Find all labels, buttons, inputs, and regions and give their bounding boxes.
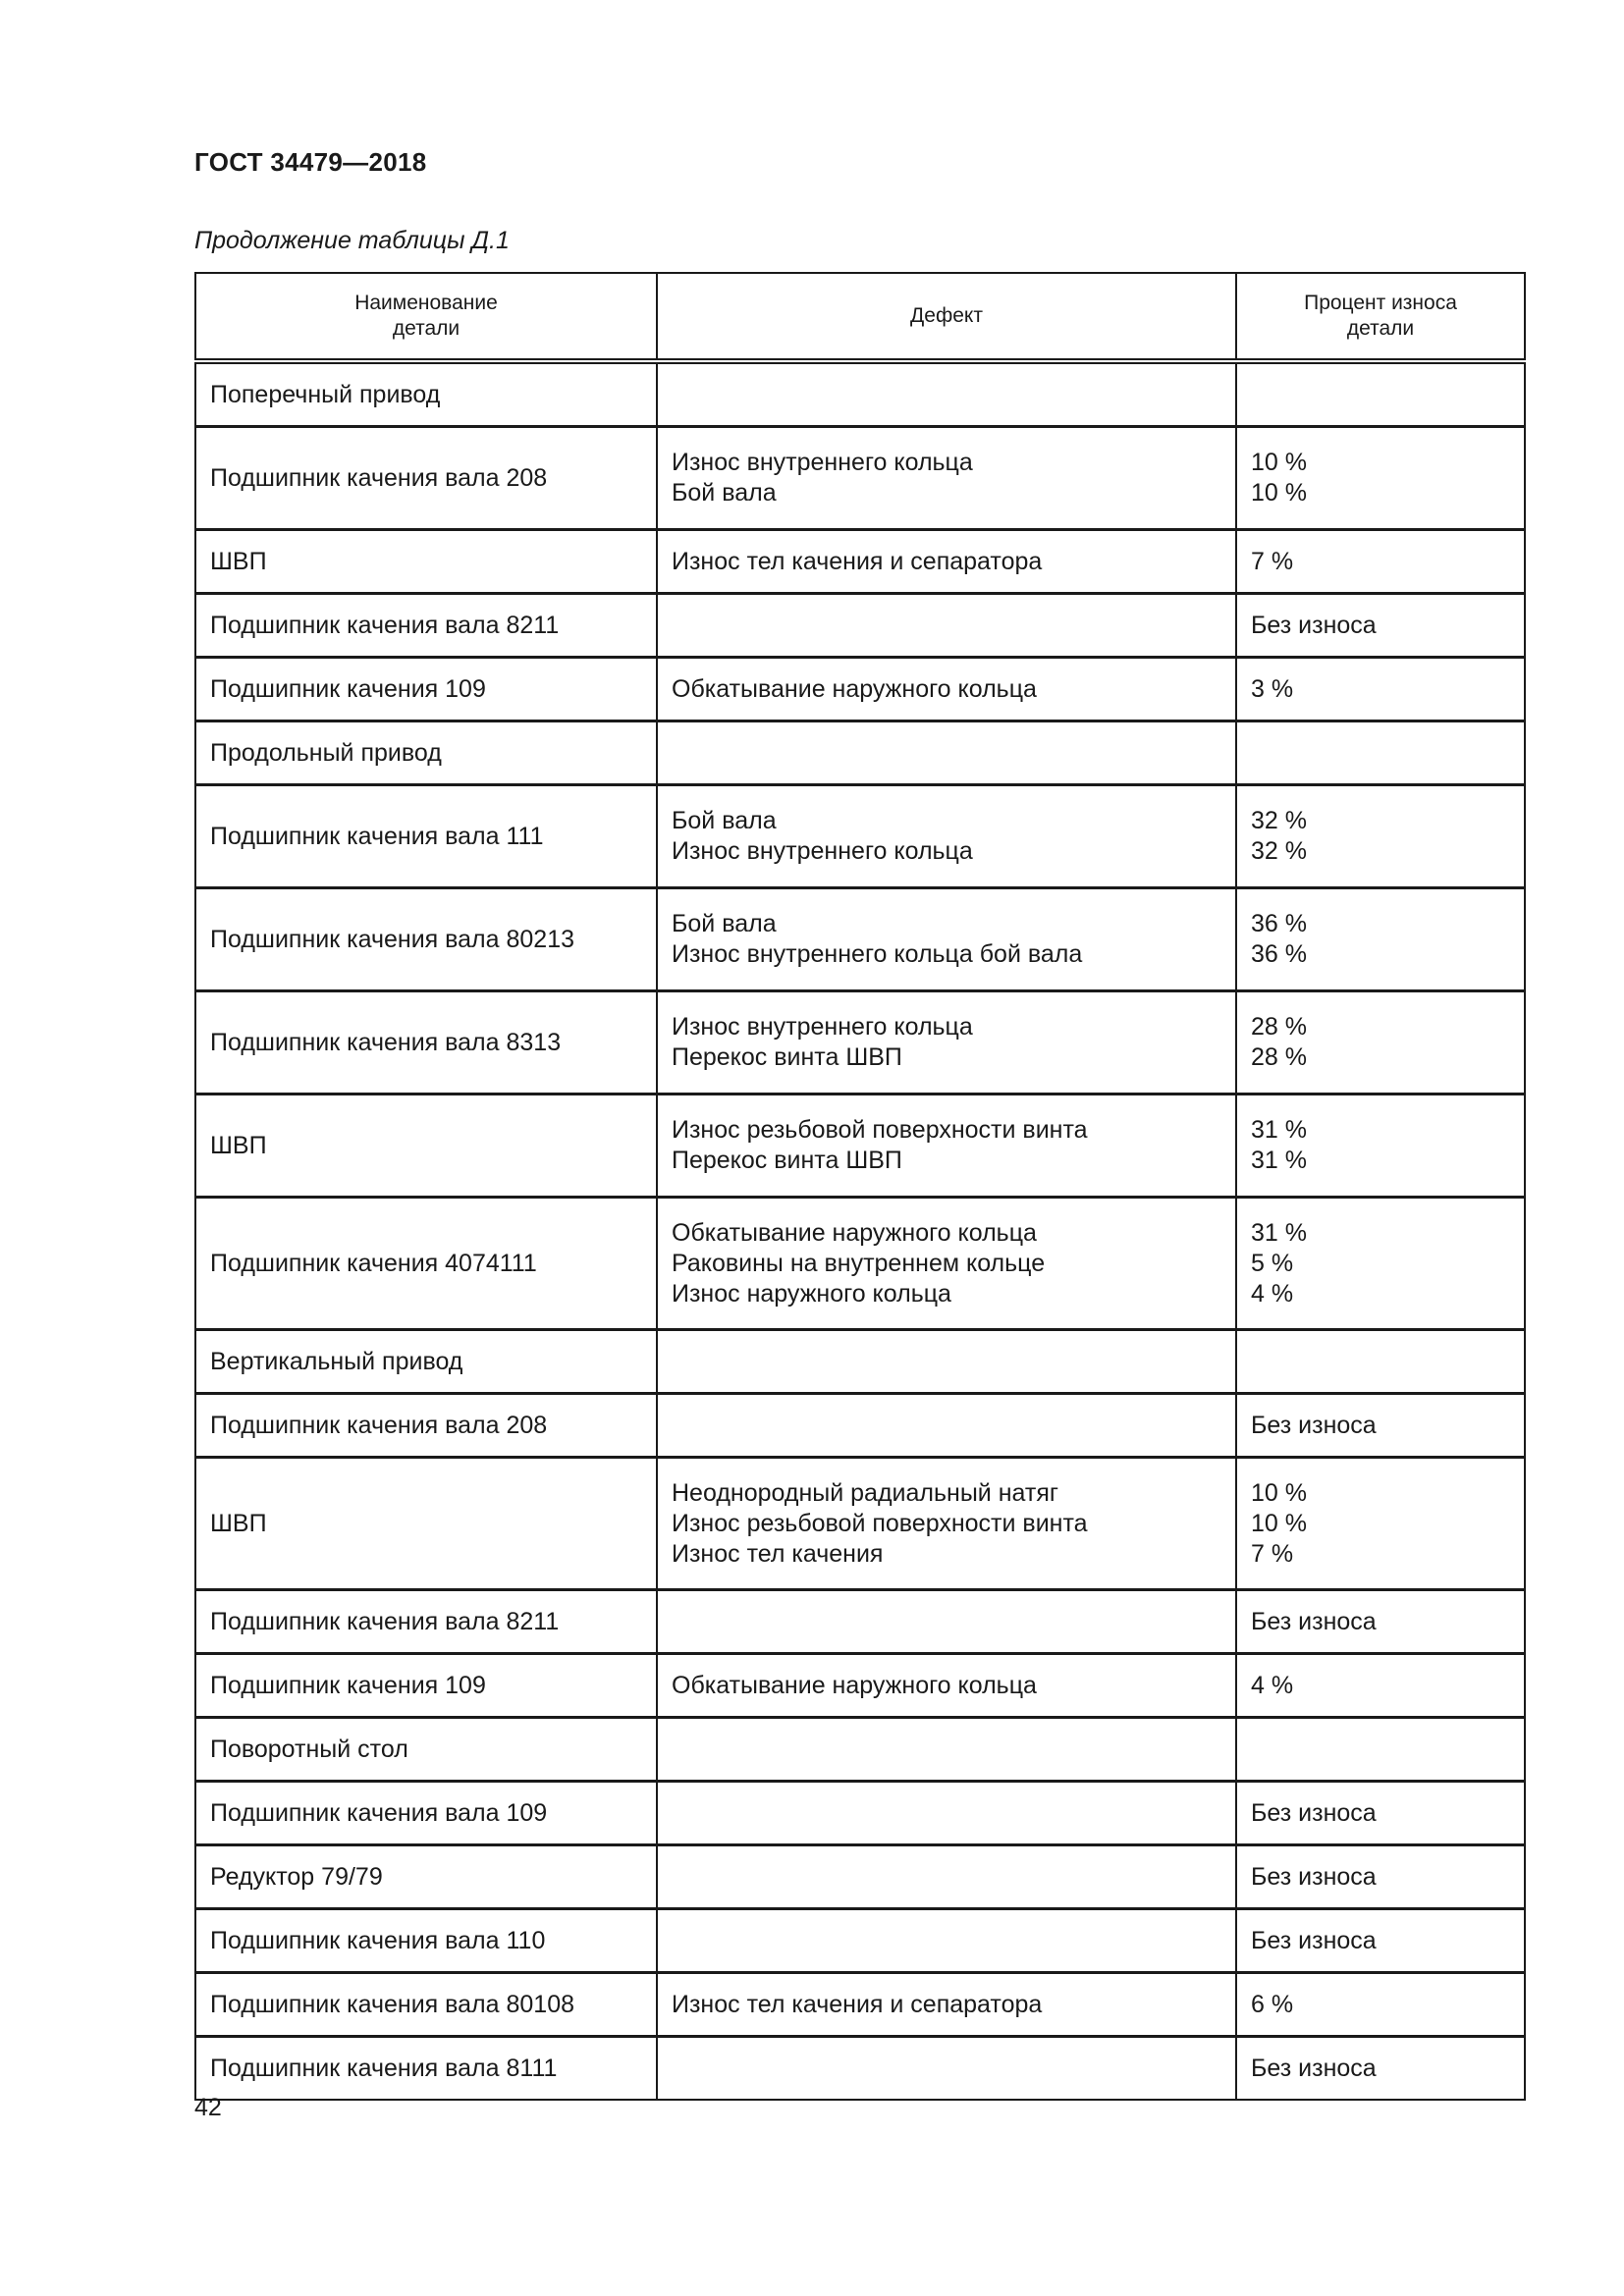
defect-line: Износ внутреннего кольца — [672, 1013, 973, 1041]
cell-wear-percent — [1236, 1654, 1525, 1718]
cell-wear-percent — [1236, 1394, 1525, 1458]
cell-defect — [657, 1909, 1236, 1973]
cell-wear-percent — [1236, 1458, 1525, 1590]
cell-wear-percent — [1236, 785, 1525, 888]
cell-defect — [657, 530, 1236, 594]
wear-table — [194, 272, 1526, 2101]
cell-part-name: ШВП — [195, 1458, 657, 1590]
header-part-name-line: Наименование — [354, 292, 498, 314]
cell-defect — [657, 361, 1236, 427]
defect-line: Бой вала — [672, 479, 777, 507]
cell-part-name: Подшипник качения 109 — [195, 658, 657, 721]
wear-line: 32 % — [1251, 807, 1307, 834]
cell-wear-percent — [1236, 888, 1525, 991]
cell-defect — [657, 1782, 1236, 1845]
wear-line: 31 % — [1251, 1147, 1307, 1174]
document-header: ГОСТ 34479—2018 — [194, 147, 427, 177]
cell-defect — [657, 594, 1236, 658]
cell-defect — [657, 1654, 1236, 1718]
cell-defect — [657, 1973, 1236, 2037]
wear-line: Без износа — [1251, 611, 1377, 639]
table-row — [195, 594, 1525, 658]
header-wear-percent-line: детали — [1346, 317, 1415, 340]
wear-line: 10 % — [1251, 449, 1307, 476]
defect-line: Износ внутреннего кольца — [672, 837, 973, 865]
cell-part-name: Подшипник качения вала 208 — [195, 1394, 657, 1458]
table-row — [195, 1973, 1525, 2037]
defect-line: Износ резьбовой поверхности винта — [672, 1116, 1088, 1144]
cell-part-name: Подшипник качения вала 8211 — [195, 1590, 657, 1654]
defect-line: Перекос винта ШВП — [672, 1147, 902, 1174]
cell-part-name: Подшипник качения вала 80108 — [195, 1973, 657, 2037]
table-row — [195, 1330, 1525, 1394]
header-part-name — [195, 273, 657, 361]
wear-line: Без износа — [1251, 1862, 1377, 1891]
defect-line: Перекос винта ШВП — [672, 1043, 902, 1071]
cell-part-name: Редуктор 79/79 — [195, 1845, 657, 1909]
cell-defect — [657, 785, 1236, 888]
defect-line: Износ тел качения — [672, 1539, 884, 1568]
cell-part-name: Поворотный стол — [195, 1718, 657, 1782]
header-part-name-line: детали — [392, 317, 460, 340]
defect-line: Износ резьбовой поверхности винта — [672, 1509, 1088, 1537]
header-defect: Дефект — [657, 273, 1236, 361]
cell-part-name: ШВП — [195, 530, 657, 594]
defect-line: Обкатывание наружного кольца — [672, 674, 1037, 703]
table-row — [195, 991, 1525, 1095]
page-number: 42 — [194, 2094, 222, 2121]
table-row — [195, 658, 1525, 721]
defect-line: Износ тел качения и сепаратора — [672, 1990, 1043, 2018]
cell-wear-percent — [1236, 991, 1525, 1095]
wear-line: Без износа — [1251, 2054, 1377, 2082]
cell-wear-percent — [1236, 721, 1525, 785]
cell-part-name: Вертикальный привод — [195, 1330, 657, 1394]
cell-defect — [657, 658, 1236, 721]
cell-defect — [657, 1198, 1236, 1330]
wear-line: 10 % — [1251, 1509, 1307, 1537]
cell-wear-percent — [1236, 1718, 1525, 1782]
defect-line: Обкатывание наружного кольца — [672, 1218, 1037, 1247]
wear-line: 36 % — [1251, 910, 1307, 937]
cell-part-name: Подшипник качения вала 208 — [195, 427, 657, 530]
wear-line: 10 % — [1251, 479, 1307, 507]
wear-line: Без износа — [1251, 1411, 1377, 1439]
cell-wear-percent — [1236, 1198, 1525, 1330]
table-row — [195, 1198, 1525, 1330]
cell-part-name: Подшипник качения вала 111 — [195, 785, 657, 888]
defect-line: Износ внутреннего кольца бой вала — [672, 940, 1083, 968]
wear-line: 6 % — [1251, 1990, 1294, 2018]
cell-part-name: Подшипник качения вала 80213 — [195, 888, 657, 991]
wear-line: 7 % — [1251, 547, 1294, 575]
cell-defect — [657, 427, 1236, 530]
wear-line: Без износа — [1251, 1926, 1377, 1954]
cell-part-name: Поперечный привод — [195, 361, 657, 427]
cell-defect — [657, 721, 1236, 785]
header-wear-percent-line: Процент износа — [1304, 292, 1457, 314]
defect-line: Неоднородный радиальный натяг — [672, 1478, 1058, 1507]
cell-wear-percent — [1236, 1330, 1525, 1394]
defect-line: Обкатывание наружного кольца — [672, 1671, 1037, 1699]
wear-line: 36 % — [1251, 940, 1307, 968]
cell-wear-percent — [1236, 1590, 1525, 1654]
table-row — [195, 1782, 1525, 1845]
defect-line: Износ тел качения и сепаратора — [672, 547, 1043, 575]
cell-part-name: Подшипник качения вала 8313 — [195, 991, 657, 1095]
wear-line: 31 % — [1251, 1218, 1307, 1247]
defect-line: Износ наружного кольца — [672, 1279, 951, 1308]
cell-defect — [657, 991, 1236, 1095]
defect-line: Бой вала — [672, 910, 777, 937]
cell-defect — [657, 1095, 1236, 1198]
wear-line: 28 % — [1251, 1043, 1307, 1071]
header-wear-percent — [1236, 273, 1525, 361]
cell-wear-percent — [1236, 530, 1525, 594]
table-row — [195, 2037, 1525, 2101]
cell-defect — [657, 888, 1236, 991]
table-row — [195, 721, 1525, 785]
cell-defect — [657, 1718, 1236, 1782]
cell-wear-percent — [1236, 658, 1525, 721]
cell-wear-percent — [1236, 1973, 1525, 2037]
cell-defect — [657, 1394, 1236, 1458]
table-row — [195, 1718, 1525, 1782]
cell-part-name: Подшипник качения 4074111 — [195, 1198, 657, 1330]
table-row — [195, 1845, 1525, 1909]
defect-line: Износ внутреннего кольца — [672, 449, 973, 476]
table-row — [195, 888, 1525, 991]
table-row — [195, 1654, 1525, 1718]
cell-part-name: Подшипник качения вала 8211 — [195, 594, 657, 658]
cell-defect — [657, 1590, 1236, 1654]
wear-line: 7 % — [1251, 1539, 1294, 1568]
defect-line: Раковины на внутреннем кольце — [672, 1249, 1046, 1277]
cell-part-name: Подшипник качения 109 — [195, 1654, 657, 1718]
cell-wear-percent — [1236, 1909, 1525, 1973]
table-row — [195, 530, 1525, 594]
table-row — [195, 1909, 1525, 1973]
wear-line: 4 % — [1251, 1279, 1294, 1308]
cell-defect — [657, 1330, 1236, 1394]
cell-wear-percent — [1236, 2037, 1525, 2101]
cell-wear-percent — [1236, 361, 1525, 427]
table-row — [195, 1394, 1525, 1458]
wear-line: Без износа — [1251, 1607, 1377, 1635]
wear-line: 5 % — [1251, 1249, 1294, 1277]
cell-wear-percent — [1236, 594, 1525, 658]
wear-line: 32 % — [1251, 837, 1307, 865]
wear-line: 10 % — [1251, 1478, 1307, 1507]
table-header-row — [195, 273, 1525, 361]
wear-line: 31 % — [1251, 1116, 1307, 1144]
table-row — [195, 785, 1525, 888]
cell-defect — [657, 2037, 1236, 2101]
table-row — [195, 1458, 1525, 1590]
cell-part-name: ШВП — [195, 1095, 657, 1198]
table-row — [195, 1095, 1525, 1198]
cell-part-name: Подшипник качения вала 8111 — [195, 2037, 657, 2101]
table-row — [195, 361, 1525, 427]
wear-line: 3 % — [1251, 674, 1294, 703]
cell-part-name: Подшипник качения вала 110 — [195, 1909, 657, 1973]
cell-defect — [657, 1845, 1236, 1909]
cell-wear-percent — [1236, 1782, 1525, 1845]
wear-line: Без износа — [1251, 1798, 1377, 1827]
cell-defect — [657, 1458, 1236, 1590]
defect-line: Бой вала — [672, 807, 777, 834]
cell-wear-percent — [1236, 1845, 1525, 1909]
table-row — [195, 1590, 1525, 1654]
cell-part-name: Подшипник качения вала 109 — [195, 1782, 657, 1845]
cell-wear-percent — [1236, 427, 1525, 530]
cell-wear-percent — [1236, 1095, 1525, 1198]
table-body — [195, 361, 1525, 2100]
table-row — [195, 427, 1525, 530]
table-caption: Продолжение таблицы Д.1 — [194, 227, 510, 254]
wear-line: 28 % — [1251, 1013, 1307, 1041]
cell-part-name: Продольный привод — [195, 721, 657, 785]
wear-line: 4 % — [1251, 1671, 1294, 1699]
